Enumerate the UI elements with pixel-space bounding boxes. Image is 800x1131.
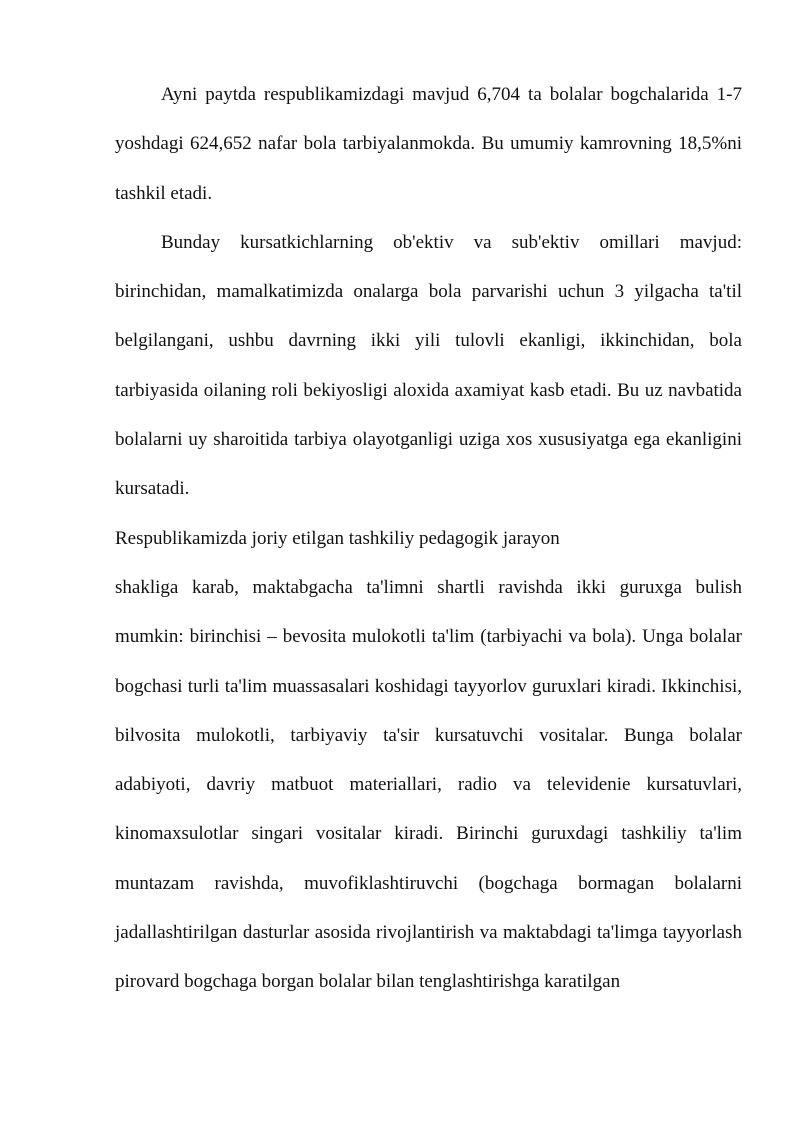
paragraph-education-groups: shakliga karab, maktabgacha ta'limni shartli ravishda ikki guruxga bulish mumkin: birinchisi – bevosita mulokotli ta'lim (tarbiyachi va bola). Unga bolalar bogchasi turli ta'lim muassasalari koshidagi tayyorlov guruxlari kiradi. Ikkinchisi, bilvosita mulokotli, tarbiyaviy ta'sir kursatuvchi vositalar. Bunga bolalar adabiyoti, davriy matbuot materiallari, radio va televidenie kursatuvlari, kinomaxsulotlar singari vositalar kiradi. Birinchi guruxdagi tashkiliy ta'lim muntazam ravishda, muvofiklashtiruvchi (bogchaga bormagan bolalarni jadallashtirilgan dasturlar asosida rivojlantirish va maktabdagi ta'limga tayyorlash pirovard bogchaga borgan bolalar bilan tenglashtirishga karatilgan	[115, 576, 742, 993]
paragraph-kindergarten-statistics: Ayni paytda respublikamizdagi mavjud 6,704 ta bolalar bogchalarida 1-7 yoshdagi 624,652 nafar bola tarbiyalanmokda. Bu umumiy kamrovning 18,5%ni tashkil etadi.	[115, 84, 742, 204]
paragraph-pedagogical-process: Respublikamizda joriy etilgan tashkiliy pedagogik jarayon	[115, 527, 560, 549]
document-page	[115, 70, 742, 1007]
paragraph-factors: Bunday kursatkichlarning ob'ektiv va sub'ektiv omillari mavjud: birinchidan, mamalkatimizda onalarga bola parvarishi uchun 3 yilgacha ta'til belgilangani, ushbu davrning ikki yili tulovli ekanligi, ikkinchidan, bola tarbiyasida oilaning roli bekiyosligi aloxida axamiyat kasb etadi. Bu uz navbatida bolalarni uy sharoitida tarbiya olayotganligi uziga xos xususiyatga ega ekanligini kursatadi.	[115, 231, 742, 500]
